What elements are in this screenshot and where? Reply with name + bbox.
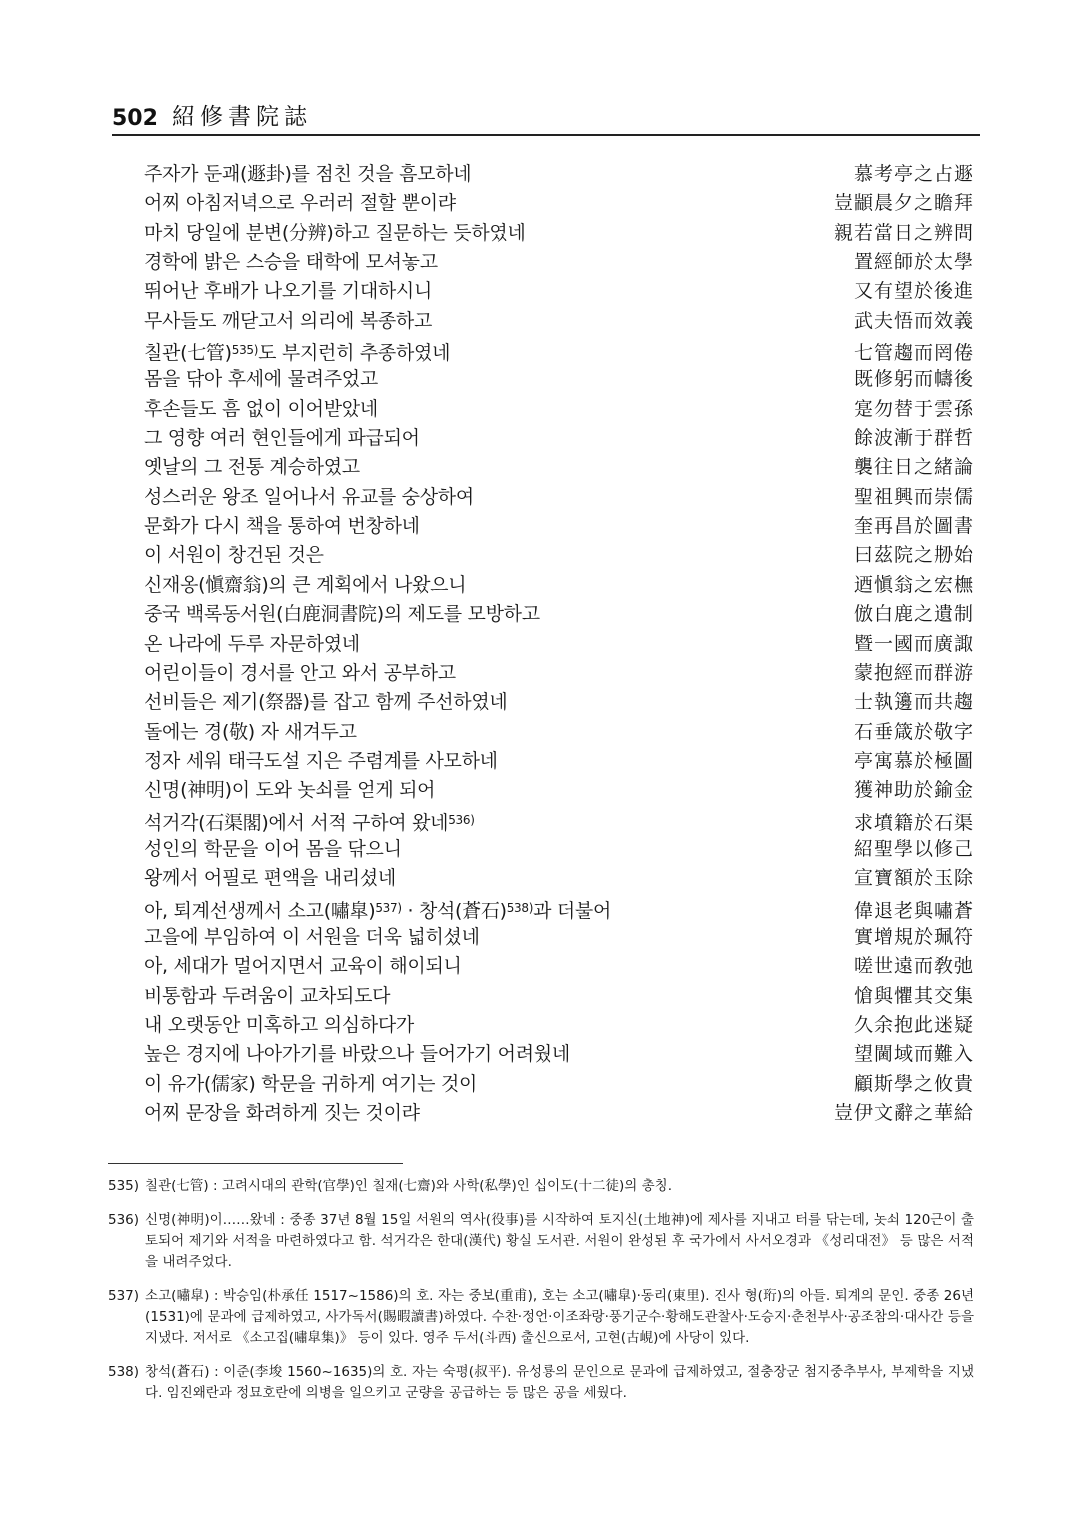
verse-line <box>144 277 974 306</box>
korean-text: 그 영향 여러 현인들에게 파급되어 <box>144 427 420 450</box>
korean-text: 높은 경지에 나아가기를 바랐으나 들어가기 어려웠네 <box>144 1043 570 1066</box>
classical-chinese-original: 豈顓晨夕之瞻拜 <box>833 192 974 215</box>
korean-translation <box>144 248 438 277</box>
footnote-text: 소고(嘯皐) : 박승임(朴承任 1517~1586)의 호. 자는 중보(重甫), 호는 소고(嘯皐)·동리(東里). 진사 형(珩)의 아들. 퇴계의 문인. 중종 26년(1531)에 문과에 급제하였고, 사가독서(賜暇讀書)하였다. 수찬·정언·이조좌랑·풍기군수·황해도관찰사·도승지·춘천부사·공조참의·대사간 등을 지냈다. 저서로 《소고집(嘯皐集)》 등이 있다. 영주 두서(斗西) 출신으로서, 고현(古峴)에 사당이 있다. <box>145 1288 974 1346</box>
classical-chinese-original: 獲神助於鍮金 <box>853 779 974 802</box>
verse-line <box>144 512 974 541</box>
korean-text: 온 나라에 두루 자문하였네 <box>144 632 360 655</box>
verse-line <box>144 894 974 923</box>
korean-text: 칠관(七管) <box>144 342 232 365</box>
korean-translation <box>144 453 360 482</box>
korean-translation <box>144 395 378 424</box>
korean-translation <box>144 747 498 776</box>
korean-translation <box>144 307 432 336</box>
korean-translation <box>144 512 420 541</box>
korean-translation <box>144 718 357 747</box>
classical-chinese-original: 迺愼翁之宏橅 <box>853 573 974 596</box>
footnote-ref: 536) <box>448 812 475 827</box>
footnote-ref: 538) <box>506 900 534 915</box>
korean-translation <box>144 600 540 629</box>
verse-line <box>144 160 974 189</box>
korean-text: 어찌 아침저녁으로 우러러 절할 뿐이랴 <box>144 192 456 215</box>
classical-chinese-original: 曰茲院之刱始 <box>853 544 974 567</box>
verse-line <box>144 248 974 277</box>
korean-text: 경학에 밝은 스승을 태학에 모셔놓고 <box>144 251 438 274</box>
verse-line <box>144 718 974 747</box>
korean-text: 비통함과 두려움이 교차되도다 <box>144 984 391 1007</box>
verse-line <box>144 600 974 629</box>
korean-text: 이 서원이 창건된 것은 <box>144 544 324 567</box>
footnote-text: 창석(蒼石) : 이준(李埈 1560~1635)의 호. 자는 숙평(叔平). 유성룡의 문인으로 문과에 급제하였고, 절충장군 첨지중추부사, 부제학을 지냈다. 임진왜란과 정묘호란에 의병을 일으키고 군량을 공급하는 등 많은 공을 세웠다. <box>145 1364 974 1401</box>
classical-chinese-original: 蒙抱經而群游 <box>853 661 974 684</box>
classical-chinese-original: 親若當日之辨問 <box>833 221 974 244</box>
korean-translation <box>144 688 507 717</box>
korean-translation <box>144 483 474 512</box>
verse-line <box>144 630 974 659</box>
verse-line <box>144 806 974 835</box>
classical-chinese-original: 亭寓慕於極圖 <box>853 749 974 772</box>
korean-translation <box>144 1070 477 1099</box>
korean-text: 이 유가(儒家) 학문을 귀하게 여기는 것이 <box>144 1072 478 1095</box>
korean-text: 몸을 닦아 후세에 물려주었고 <box>144 368 378 391</box>
korean-translation <box>144 1040 570 1069</box>
footnote <box>108 1362 974 1404</box>
classical-chinese-original: 實增規於珮符 <box>853 925 974 948</box>
classical-chinese-original: 望閫域而難入 <box>853 1043 974 1066</box>
korean-translation <box>144 630 360 659</box>
classical-chinese-original: 顧斯學之攸貴 <box>853 1072 974 1095</box>
book-title: 紹修書院誌 <box>171 104 312 130</box>
korean-text: 어찌 문장을 화려하게 짓는 것이랴 <box>144 1102 420 1124</box>
footnote <box>108 1176 974 1197</box>
classical-chinese-original: 倣白鹿之遺制 <box>853 603 974 626</box>
korean-translation <box>144 659 456 688</box>
korean-translation <box>144 923 480 952</box>
korean-text: 중국 백록동서원(白鹿洞書院)의 제도를 모방하고 <box>144 603 540 626</box>
korean-translation <box>144 541 324 570</box>
korean-text: 신명(神明)이 도와 놋쇠를 얻게 되어 <box>144 779 436 802</box>
korean-text: 아, 세대가 멀어지면서 교육이 해이되니 <box>144 955 462 978</box>
korean-translation <box>144 571 466 600</box>
verse-line <box>144 1099 974 1128</box>
verse-line <box>144 365 974 394</box>
verse-line <box>144 541 974 570</box>
korean-translation <box>144 806 475 838</box>
korean-text: 내 오랫동안 미혹하고 의심하다가 <box>144 1013 414 1036</box>
korean-translation <box>144 952 462 981</box>
korean-text: 정자 세워 태극도설 지은 주렴계를 사모하네 <box>144 749 498 772</box>
page-header <box>112 98 980 136</box>
verse-line <box>144 1070 974 1099</box>
verse-block <box>144 160 974 1128</box>
footnote-number: 538) <box>108 1364 140 1380</box>
korean-text: 석거각(石渠閣)에서 서적 구하여 왔네 <box>144 811 449 834</box>
classical-chinese-original: 餘波漸于群哲 <box>853 427 974 450</box>
verse-line <box>144 688 974 717</box>
korean-text: 아, 퇴계선생께서 소고(嘯皐) <box>144 899 376 922</box>
verse-line <box>144 219 974 248</box>
footnote <box>108 1286 974 1349</box>
korean-text: 어린이들이 경서를 안고 와서 공부하고 <box>144 661 456 684</box>
korean-translation <box>144 219 526 248</box>
korean-translation <box>144 776 435 805</box>
verse-line <box>144 395 974 424</box>
classical-chinese-original: 偉退老與嘯蒼 <box>853 899 974 922</box>
verse-line <box>144 424 974 453</box>
classical-chinese-original: 聖祖興而崇儒 <box>853 485 974 508</box>
verse-line <box>144 336 974 365</box>
classical-chinese-original: 愴與懼其交集 <box>853 984 974 1007</box>
korean-text: 성스러운 왕조 일어나서 유교를 숭상하여 <box>144 485 474 508</box>
footnote-number: 535) <box>108 1178 140 1194</box>
verse-line <box>144 1011 974 1040</box>
classical-chinese-original: 既修躬而幬後 <box>853 368 974 391</box>
korean-translation <box>144 160 471 189</box>
korean-translation <box>144 189 456 218</box>
verse-line <box>144 189 974 218</box>
korean-text: 선비들은 제기(祭器)를 잡고 함께 주선하였네 <box>144 691 508 714</box>
verse-line <box>144 453 974 482</box>
classical-chinese-original: 久余抱此迷疑 <box>853 1013 974 1036</box>
classical-chinese-original: 宣寶額於玉除 <box>853 867 974 890</box>
korean-text: 뛰어난 후배가 나오기를 기대하시니 <box>144 280 433 303</box>
korean-text: 고을에 부임하여 이 서원을 더욱 넓히셨네 <box>144 925 480 948</box>
verse-line <box>144 659 974 688</box>
footnote-ref: 537) <box>375 900 402 915</box>
korean-text: 성인의 학문을 이어 몸을 닦으니 <box>144 837 402 860</box>
korean-translation <box>144 1011 414 1040</box>
korean-translation <box>144 365 378 394</box>
korean-translation <box>144 982 390 1011</box>
verse-line <box>144 483 974 512</box>
korean-translation <box>144 864 396 893</box>
footnote-number: 537) <box>108 1288 140 1304</box>
korean-text: 문화가 다시 책을 통하여 번창하네 <box>144 515 420 538</box>
classical-chinese-original: 寔勿替于雲孫 <box>853 397 974 420</box>
classical-chinese-original: 石垂箴於敬字 <box>853 720 974 743</box>
korean-text: 후손들도 흠 없이 이어받았네 <box>144 397 378 420</box>
korean-text: 왕께서 어필로 편액을 내리셨네 <box>144 867 396 890</box>
korean-translation <box>144 336 450 368</box>
verse-line <box>144 747 974 776</box>
classical-chinese-original: 士執籩而共趨 <box>853 691 974 714</box>
classical-chinese-original: 七管趨而罔倦 <box>853 342 974 365</box>
page-number: 502 <box>112 106 158 131</box>
footnote-text: 신명(神明)이……왔네 : 중종 37년 8월 15일 서원의 역사(役事)를 시작하여 토지신(土地神)에 제사를 지내고 터를 닦는데, 놋쇠 120근이 출토되어 제기와 서적을 마련하였다고 함. 석거각은 한대(漢代) 황실 도서관. 서원이 완성된 후 국가에서 사서오경과 《성리대전》 등 많은 서적을 내려주었다. <box>145 1212 974 1270</box>
classical-chinese-original: 豈伊文辭之華給 <box>833 1102 974 1124</box>
korean-text: 돌에는 경(敬) 자 새겨두고 <box>144 720 357 743</box>
footnotes <box>108 1176 974 1417</box>
classical-chinese-original: 又有望於後進 <box>853 280 974 303</box>
footnote-text: 칠관(七管) : 고려시대의 관학(官學)인 칠재(七齋)와 사학(私學)인 십이도(十二徒)의 총칭. <box>145 1178 672 1194</box>
footnote-number: 536) <box>108 1212 140 1228</box>
verse-line <box>144 982 974 1011</box>
korean-translation <box>144 835 402 864</box>
verse-line <box>144 835 974 864</box>
verse-line <box>144 1040 974 1069</box>
footnote-ref: 535) <box>231 343 259 358</box>
classical-chinese-original: 紹聖學以修己 <box>853 837 974 860</box>
classical-chinese-original: 慕考亭之占遯 <box>853 163 974 185</box>
classical-chinese-original: 置經師於太學 <box>853 251 974 274</box>
korean-text: 옛날의 그 전통 계승하였고 <box>144 456 360 479</box>
verse-line <box>144 952 974 981</box>
verse-line <box>144 864 974 893</box>
korean-text: · 창석(蒼石) <box>401 899 507 922</box>
footnote-divider <box>108 1163 403 1164</box>
korean-translation <box>144 424 420 453</box>
verse-line <box>144 776 974 805</box>
korean-text: 주자가 둔괘(遯卦)를 점친 것을 흠모하네 <box>144 163 472 185</box>
korean-translation <box>144 1099 420 1128</box>
korean-text: 무사들도 깨닫고서 의리에 복종하고 <box>144 309 433 332</box>
classical-chinese-original: 暨一國而廣諏 <box>853 632 974 655</box>
korean-translation <box>144 277 432 306</box>
classical-chinese-original: 求墳籍於石渠 <box>853 811 974 834</box>
korean-translation <box>144 894 611 926</box>
korean-text: 도 부지런히 추종하였네 <box>258 342 451 365</box>
verse-line <box>144 923 974 952</box>
classical-chinese-original: 奎再昌於圖書 <box>853 515 974 538</box>
classical-chinese-original: 襲往日之緒論 <box>853 456 974 479</box>
korean-text: 마치 당일에 분변(分辨)하고 질문하는 듯하였네 <box>144 221 526 244</box>
verse-line <box>144 571 974 600</box>
verse-line <box>144 307 974 336</box>
korean-text: 과 더불어 <box>533 899 612 922</box>
classical-chinese-original: 嗟世遠而敎弛 <box>853 955 974 978</box>
footnote <box>108 1210 974 1273</box>
korean-text: 신재옹(愼齋翁)의 큰 계획에서 나왔으니 <box>144 573 467 596</box>
classical-chinese-original: 武夫悟而效義 <box>853 309 974 332</box>
